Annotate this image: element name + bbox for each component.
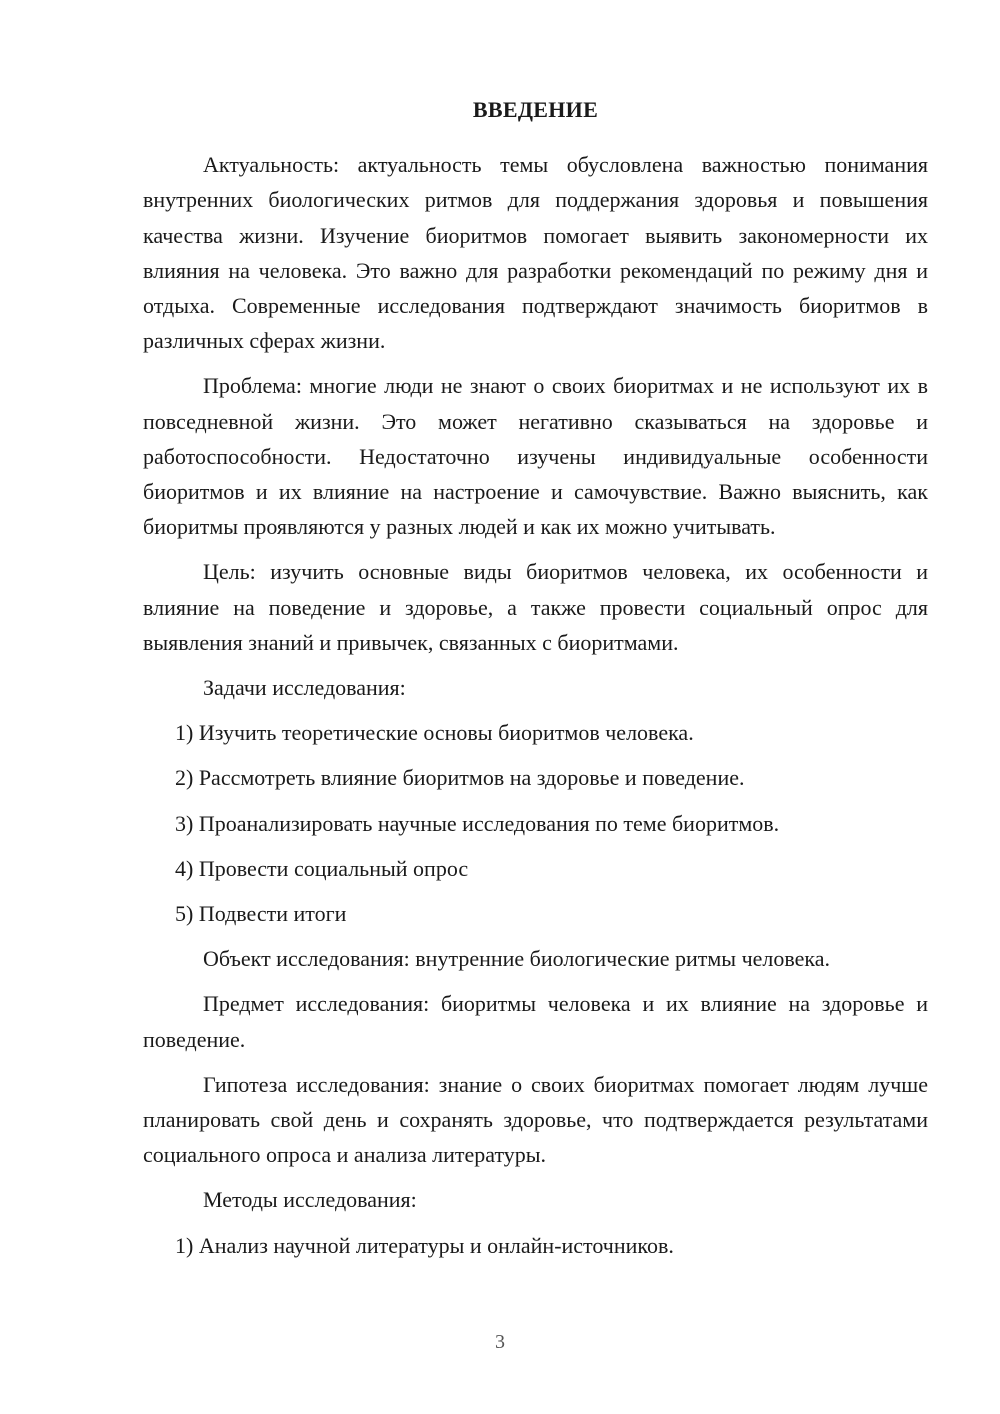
- paragraph-problem: Проблема: многие люди не знают о своих биоритмах и не используют их в повседневной жизни. Это может негативно сказываться на здоровье и работоспособности. Недостаточно изучены индивидуальные особенности биоритмов и их влияние на настроение и самочувствие. Важно выяснить, как биоритмы проявляются у разных людей и как их можно учитывать.: [143, 373, 928, 540]
- document-page: [143, 92, 928, 1273]
- list-item: 4) Провести социальный опрос: [175, 855, 469, 881]
- methods-label: Методы исследования:: [203, 1187, 417, 1213]
- list-item: 5) Подвести итоги: [175, 901, 347, 927]
- list-item: 1) Изучить теоретические основы биоритмов человека.: [175, 720, 694, 746]
- page-title: ВВЕДЕНИЕ: [472, 97, 599, 122]
- paragraph-subject: Предмет исследования: биоритмы человека и их влияние на здоровье и поведение.: [143, 991, 928, 1052]
- tasks-label: Задачи исследования:: [203, 675, 406, 701]
- page-number: 3: [495, 1331, 505, 1353]
- list-item: 3) Проанализировать научные исследования по теме биоритмов.: [175, 810, 780, 836]
- paragraph-relevance: Актуальность: актуальность темы обусловлена важностью понимания внутренних биологических ритмов для поддержания здоровья и повышения качества жизни. Изучение биоритмов помогает выявить закономерности их влияния на человека. Это важно для разработки рекомендаций по режиму дня и отдыха. Современные исследования подтверждают значимость биоритмов в различных сферах жизни.: [143, 152, 928, 354]
- list-item: 1) Анализ научной литературы и онлайн-источников.: [175, 1232, 674, 1258]
- paragraph-goal: Цель: изучить основные виды биоритмов человека, их особенности и влияние на поведение и здоровье, а также провести социальный опрос для выявления знаний и привычек, связанных с биоритмами.: [143, 559, 928, 655]
- tasks-list: [143, 715, 928, 931]
- list-item: 2) Рассмотреть влияние биоритмов на здоровье и поведение.: [175, 765, 745, 791]
- methods-list: [143, 1228, 928, 1263]
- paragraph-hypothesis: Гипотеза исследования: знание о своих биоритмах помогает людям лучше планировать свой день и сохранять здоровье, что подтверждается результатами социального опроса и анализа литературы.: [143, 1071, 928, 1168]
- paragraph-object: Объект исследования: внутренние биологические ритмы человека.: [203, 946, 831, 972]
